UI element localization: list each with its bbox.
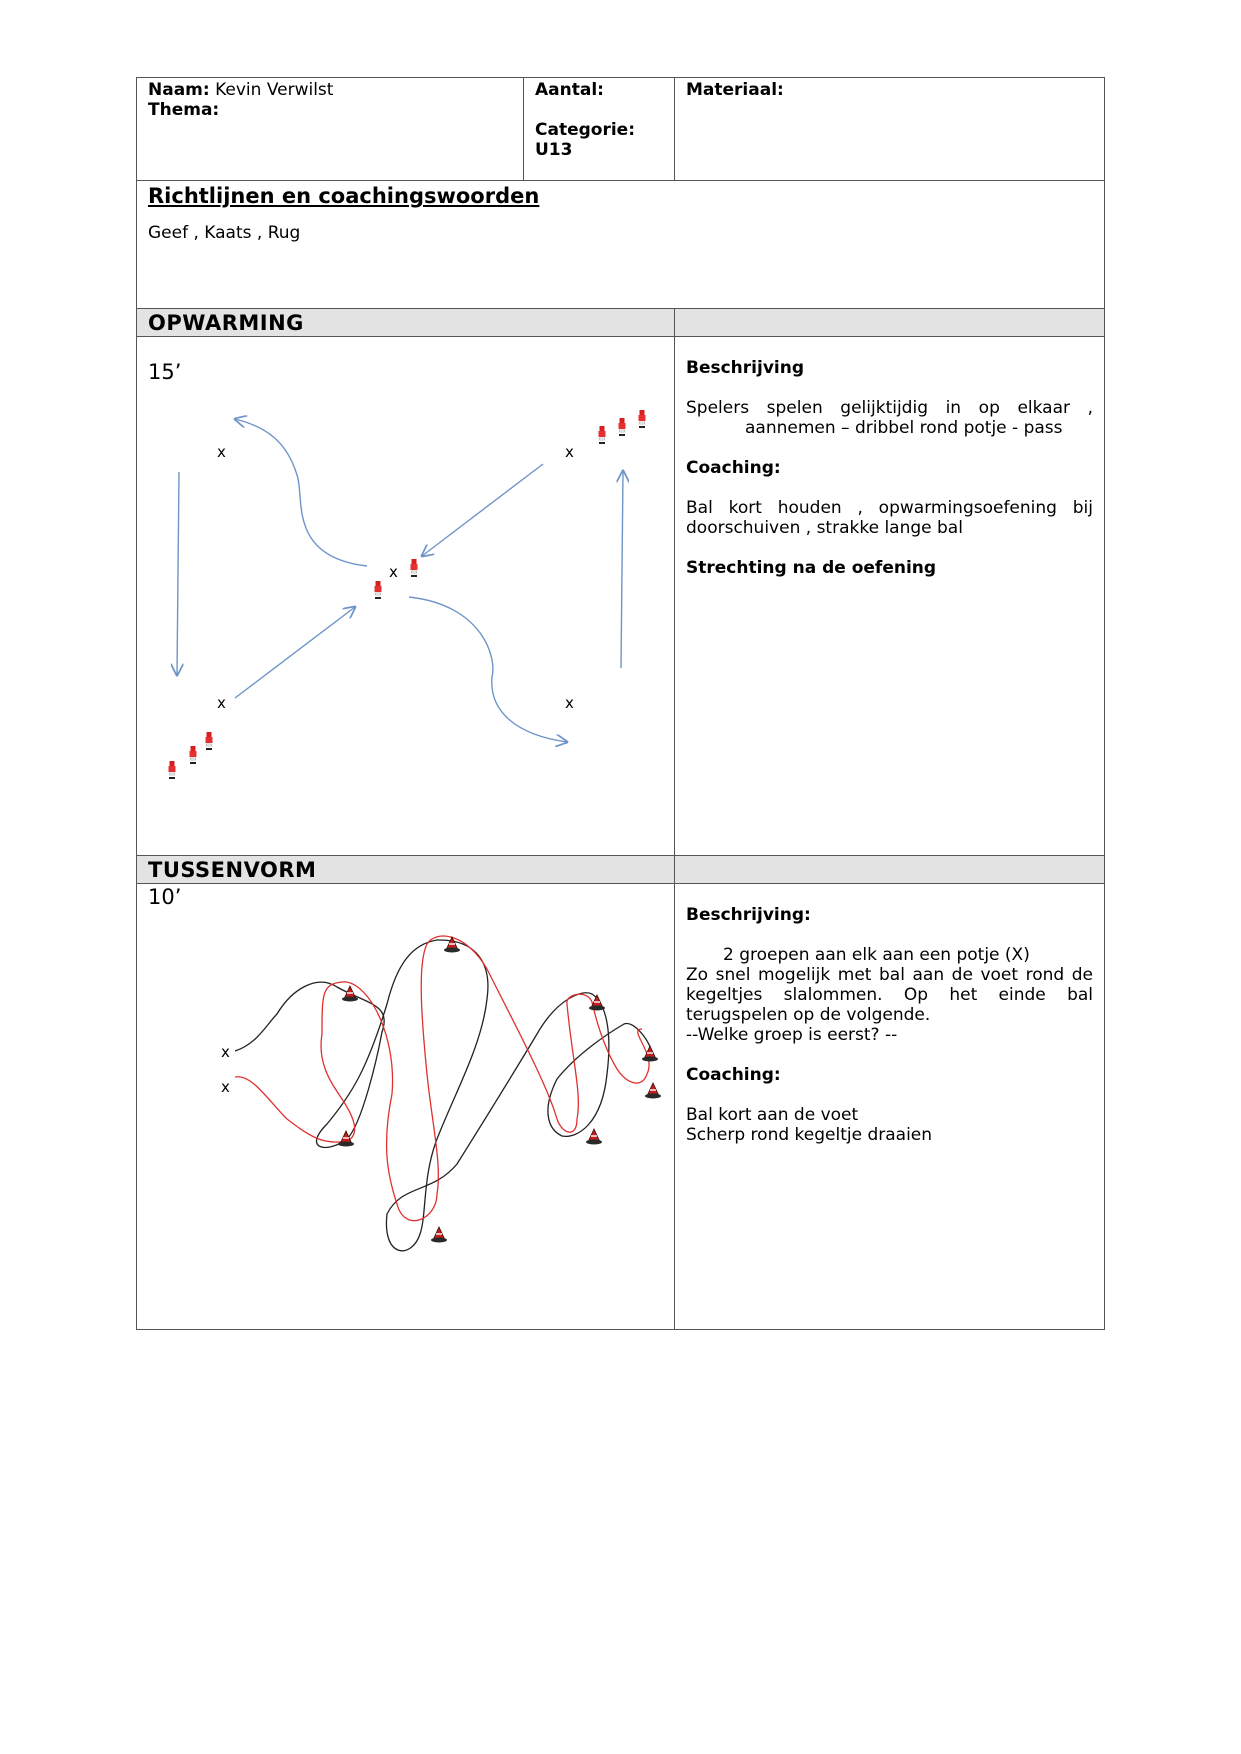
training-sheet <box>136 77 1104 1330</box>
coaching-line: Bal kort aan de voet <box>686 1105 859 1125</box>
tussenvorm-time: 10’ <box>148 885 182 909</box>
beschrijving-label: Beschrijving: <box>686 905 811 925</box>
beschrijving-label: Beschrijving <box>686 358 805 378</box>
beschrijving-line: 2 groepen aan elk aan een potje (X) <box>723 945 1030 965</box>
thema-label: Thema: <box>148 100 220 120</box>
aantal-label: Aantal: <box>535 80 604 100</box>
opwarming-diagram-cell <box>137 337 675 856</box>
coaching-line: doorschuiven , strakke lange bal <box>686 518 963 538</box>
group-marker: x <box>221 1078 230 1096</box>
opwarming-header-right <box>675 309 1105 337</box>
dribble-path-black <box>235 940 651 1251</box>
coaching-label: Coaching: <box>686 458 781 478</box>
naam-value: Kevin Verwilst <box>215 80 334 100</box>
opwarming-header-row <box>137 309 1105 337</box>
arrow-icon <box>235 607 355 698</box>
player-icon <box>375 581 382 599</box>
arrow-icon <box>409 597 567 742</box>
cone-icon <box>645 1083 661 1099</box>
categorie-label: Categorie: <box>535 120 635 140</box>
cone-icon <box>342 986 358 1002</box>
beschrijving-line: --Welke groep is eerst? -- <box>686 1025 898 1045</box>
player-icon <box>411 559 418 577</box>
player-icon <box>599 426 606 444</box>
materiaal-label: Materiaal: <box>686 80 784 100</box>
opwarming-title: OPWARMING <box>137 309 675 337</box>
tussenvorm-diagram-cell <box>137 884 675 1330</box>
aantal-cell <box>524 78 675 181</box>
player-marker: x <box>565 443 574 461</box>
tussenvorm-description-cell <box>675 884 1105 1330</box>
player-marker: x <box>217 443 226 461</box>
player-marker: x <box>217 694 226 712</box>
materiaal-cell <box>675 78 1105 181</box>
arrow-icon <box>621 471 623 668</box>
cone-icon <box>589 995 605 1011</box>
player-icon <box>639 410 646 428</box>
player-marker: x <box>389 563 398 581</box>
cone-icon <box>431 1227 447 1243</box>
richtlijnen-text: Geef , Kaats , Rug <box>148 223 301 243</box>
richtlijnen-title: Richtlijnen en coachingswoorden <box>148 184 540 208</box>
beschrijving-line: kegeltjes slalommen. Op het einde bal <box>686 985 1093 1005</box>
opwarming-diagram <box>137 337 673 854</box>
beschrijving-line: Zo snel mogelijk met bal aan de voet rond de <box>686 965 1093 985</box>
opwarming-time: 15’ <box>148 360 182 384</box>
cone-icon <box>586 1129 602 1145</box>
opwarming-row <box>137 337 1105 856</box>
training-table <box>136 77 1105 1330</box>
coaching-line: Scherp rond kegeltje draaien <box>686 1125 933 1145</box>
naam-label: Naam: <box>148 80 210 100</box>
tussenvorm-header-right <box>675 856 1105 884</box>
opwarming-description-cell <box>675 337 1105 856</box>
richtlijnen-row <box>137 181 1105 309</box>
beschrijving-line: Spelers spelen gelijktijdig in op elkaar , <box>686 398 1093 418</box>
player-icon <box>169 761 176 779</box>
group-marker: x <box>221 1043 230 1061</box>
stretching-label: Strechting na de oefening <box>686 558 937 578</box>
naam-cell <box>137 78 524 181</box>
tussenvorm-diagram <box>137 884 697 1328</box>
coaching-label: Coaching: <box>686 1065 781 1085</box>
arrow-icon <box>422 464 543 556</box>
beschrijving-line: aannemen – dribbel rond potje - pass <box>745 418 1063 438</box>
beschrijving-line: terugspelen op de volgende. <box>686 1005 931 1025</box>
player-icon <box>190 746 197 764</box>
arrow-icon <box>235 419 367 566</box>
player-icon <box>619 418 626 436</box>
tussenvorm-row <box>137 884 1105 1330</box>
categorie-value: U13 <box>535 140 573 160</box>
player-icon <box>206 732 213 750</box>
player-marker: x <box>565 694 574 712</box>
tussenvorm-title: TUSSENVORM <box>137 856 675 884</box>
coaching-line: Bal kort houden , opwarmingsoefening bij <box>686 498 1093 518</box>
arrow-icon <box>177 472 179 675</box>
richtlijnen-cell <box>137 181 1105 309</box>
tussenvorm-header-row <box>137 856 1105 884</box>
header-row <box>137 78 1105 181</box>
